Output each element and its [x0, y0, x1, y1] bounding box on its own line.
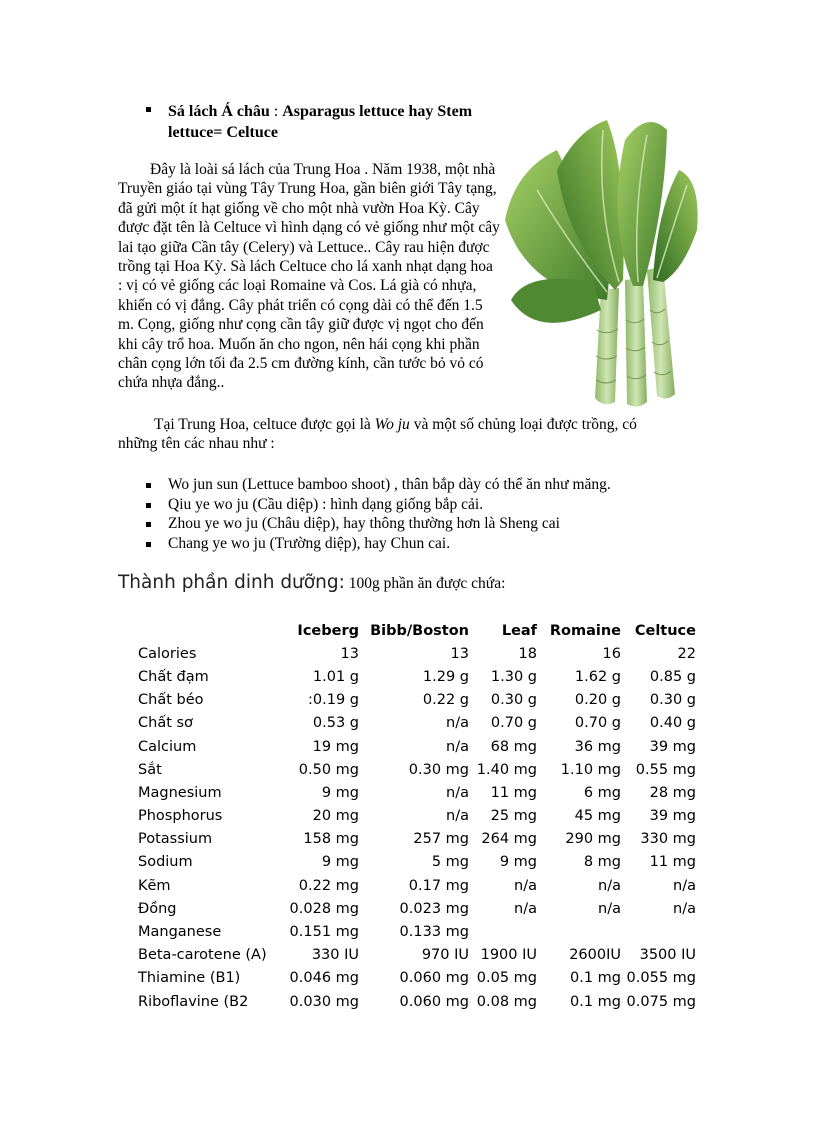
table-row	[138, 805, 696, 828]
table-cell: 9 mg	[499, 854, 537, 871]
table-cell: 0.08 mg	[476, 993, 537, 1010]
table-cell: 13	[450, 645, 469, 662]
table-cell: 9 mg	[321, 854, 359, 871]
table-cell: 1.29 g	[422, 668, 469, 685]
table-cell: 0.060 mg	[399, 993, 469, 1010]
nutrient-name: Thiamine (B1)	[138, 970, 241, 987]
table-cell: 0.046 mg	[289, 970, 359, 987]
nutrient-name: Sodium	[138, 854, 193, 871]
table-cell: 0.50 mg	[298, 761, 359, 778]
table-row	[138, 851, 696, 874]
table-row	[138, 689, 696, 712]
column-header: Celtuce	[634, 622, 696, 639]
table-row	[138, 990, 696, 1013]
table-cell: 0.023 mg	[399, 900, 469, 917]
column-header	[138, 619, 285, 642]
table-cell: 0.70 g	[490, 715, 537, 732]
table-cell: 0.028 mg	[289, 900, 359, 917]
table-cell: 39 mg	[649, 808, 696, 825]
nutrient-name: Calcium	[138, 738, 197, 755]
nutrient-name: Riboflavine (B2	[138, 993, 249, 1010]
table-row	[138, 642, 696, 665]
nutrition-title-text: Thành phần dinh dưỡng:	[118, 572, 345, 593]
table-cell: 25 mg	[490, 808, 537, 825]
table-cell	[469, 920, 537, 943]
nutrient-name: Chất đạm	[138, 668, 209, 685]
nutrient-name: Chất sơ	[138, 715, 193, 732]
table-row	[138, 665, 696, 688]
column-header: Romaine	[549, 622, 621, 639]
column-header: Leaf	[501, 622, 537, 639]
table-cell: 0.30 g	[649, 692, 696, 709]
table-cell: 0.30 g	[490, 692, 537, 709]
table-cell: 36 mg	[574, 738, 621, 755]
table-cell: 158 mg	[303, 831, 359, 848]
table-cell: 0.075 mg	[626, 993, 696, 1010]
table-cell: 2600IU	[569, 947, 621, 964]
table-cell: 1.10 mg	[560, 761, 621, 778]
table-cell: 11 mg	[490, 784, 537, 801]
table-cell: 1900 IU	[480, 947, 537, 964]
table-cell: 0.55 mg	[635, 761, 696, 778]
nutrient-name: Beta-carotene (A)	[138, 947, 267, 964]
table-cell: :0.19 g	[308, 692, 359, 709]
varieties-intro	[118, 415, 678, 454]
nutrient-name: Sắt	[138, 761, 162, 778]
table-cell: n/a	[673, 900, 696, 917]
table-cell: 1.01 g	[312, 668, 359, 685]
table-row	[138, 781, 696, 804]
nutrient-name: Phosphorus	[138, 808, 223, 825]
table-cell: n/a	[446, 784, 469, 801]
bullet-square-icon	[146, 107, 151, 112]
heading-text	[168, 101, 486, 143]
table-cell: n/a	[598, 877, 621, 894]
table-cell: 290 mg	[565, 831, 621, 848]
varieties-list	[144, 475, 611, 553]
table-cell: 257 mg	[413, 831, 469, 848]
table-cell: 16	[602, 645, 621, 662]
varieties-intro-before: Tại Trung Hoa, celtuce được gọi là	[154, 416, 375, 433]
table-cell: 1.30 g	[490, 668, 537, 685]
table-cell: 19 mg	[312, 738, 359, 755]
table-row	[138, 735, 696, 758]
table-cell	[537, 920, 621, 943]
intro-paragraph: Đây là loài sá lách của Trung Hoa . Năm 1938, một nhà Truyền giáo tại vùng Tây Trung Hoa, gần biên giới Tây tạng, đã gửi một ít hạt giống về cho một nhà vườn Hoa Kỳ. Cây được đặt tên là Celtuce vì hình dạng có vẻ giống như một cây lai tạo giữa Cần tây (Celery) và Lettuce.. Cây rau hiện được trồng tại Hoa Kỳ. Sà lách Celtuce cho lá xanh nhạt dạng hoa : vị có vẻ giống các loại Romaine và Cos. Lá già có nhựa, khiến có vị đắng. Cây phát triển có cọng dài có thể đến 1.5 m. Cọng, giống như cọng cần tây giữ được vị ngọt cho đến khi cây trổ hoa. Muốn ăn cho ngon, nên hái cọng khi phần chân cọng lớn tối đa 2.5 cm đường kính, cần tước bỏ vỏ có chứa nhựa đắng..	[118, 161, 500, 392]
table-row	[138, 897, 696, 920]
table-cell: 0.151 mg	[289, 924, 359, 941]
table-cell: 330 IU	[311, 947, 359, 964]
table-cell: 1.62 g	[574, 668, 621, 685]
table-cell: 11 mg	[649, 854, 696, 871]
table-cell: 18	[518, 645, 537, 662]
table-cell: n/a	[446, 808, 469, 825]
table-cell	[621, 920, 696, 943]
table-cell: 0.055 mg	[626, 970, 696, 987]
table-cell: 0.53 g	[312, 715, 359, 732]
table-row	[138, 828, 696, 851]
nutrient-name: Đồng	[138, 900, 177, 917]
table-cell: 3500 IU	[639, 947, 696, 964]
nutrient-name: Manganese	[138, 924, 222, 941]
table-row	[138, 944, 696, 967]
table-cell: 0.133 mg	[399, 924, 469, 941]
nutrient-name: Magnesium	[138, 784, 222, 801]
table-cell: 45 mg	[574, 808, 621, 825]
heading-title: Sá lách Á châu	[168, 103, 270, 120]
table-cell: 0.70 g	[574, 715, 621, 732]
table-cell: n/a	[673, 877, 696, 894]
table-cell: 970 IU	[421, 947, 469, 964]
table-cell: 0.20 g	[574, 692, 621, 709]
table-cell: 20 mg	[312, 808, 359, 825]
table-cell: n/a	[598, 900, 621, 917]
table-cell: 1.40 mg	[476, 761, 537, 778]
table-row	[138, 758, 696, 781]
table-cell: n/a	[446, 715, 469, 732]
table-cell: 68 mg	[490, 738, 537, 755]
table-cell: 0.30 mg	[408, 761, 469, 778]
table-row	[138, 967, 696, 990]
table-cell: 0.85 g	[649, 668, 696, 685]
nutrition-table	[138, 619, 696, 1013]
table-cell: 0.030 mg	[289, 993, 359, 1010]
table-cell: 22	[677, 645, 696, 662]
varieties-intro-after: và một số chủng loại được trồng, có những tên các nhau như :	[118, 416, 637, 453]
table-cell: n/a	[514, 900, 537, 917]
table-cell: 0.1 mg	[570, 993, 621, 1010]
list-item: Chang ye wo ju (Trường diệp), hay Chun cai.	[144, 534, 611, 554]
table-cell: 6 mg	[583, 784, 621, 801]
nutrition-title	[118, 572, 505, 593]
column-header: Bibb/Boston	[370, 622, 469, 639]
nutrient-name: Chất béo	[138, 692, 204, 709]
table-cell: 330 mg	[640, 831, 696, 848]
list-item: Zhou ye wo ju (Châu diệp), hay thông thường hơn là Sheng cai	[144, 514, 611, 534]
nutrition-table-body	[138, 642, 696, 1013]
section-heading	[146, 101, 486, 143]
nutrient-name: Kẽm	[138, 877, 171, 894]
table-cell: 264 mg	[481, 831, 537, 848]
table-cell: 0.05 mg	[476, 970, 537, 987]
table-cell: 28 mg	[649, 784, 696, 801]
table-cell: 0.060 mg	[399, 970, 469, 987]
column-header: Iceberg	[297, 622, 359, 639]
nutrition-subtitle: 100g phần ăn được chứa:	[344, 575, 506, 592]
table-row	[138, 712, 696, 735]
celtuce-photo	[497, 110, 703, 412]
table-cell: 0.17 mg	[408, 877, 469, 894]
varieties-intro-italic: Wo ju	[374, 416, 410, 433]
table-cell: 39 mg	[649, 738, 696, 755]
table-cell: n/a	[446, 738, 469, 755]
table-cell: 0.22 g	[422, 692, 469, 709]
table-cell: n/a	[514, 877, 537, 894]
table-cell: 0.22 mg	[298, 877, 359, 894]
heading-separator: :	[269, 103, 283, 120]
nutrient-name: Calories	[138, 645, 197, 662]
table-cell: 8 mg	[583, 854, 621, 871]
list-item: Qiu ye wo ju (Cầu diệp) : hình dạng giống bắp cải.	[144, 495, 611, 515]
table-row	[138, 920, 696, 943]
table-header-row	[138, 619, 696, 642]
list-item: Wo jun sun (Lettuce bamboo shoot) , thân bắp dày có thể ăn như măng.	[144, 475, 611, 495]
table-cell: 0.40 g	[649, 715, 696, 732]
table-cell: 5 mg	[431, 854, 469, 871]
table-row	[138, 874, 696, 897]
nutrient-name: Potassium	[138, 831, 213, 848]
table-cell: 9 mg	[321, 784, 359, 801]
table-cell: 13	[340, 645, 359, 662]
heading-subtitle: Asparagus lettuce hay Stem lettuce= Celtuce	[168, 103, 473, 141]
table-cell: 0.1 mg	[570, 970, 621, 987]
